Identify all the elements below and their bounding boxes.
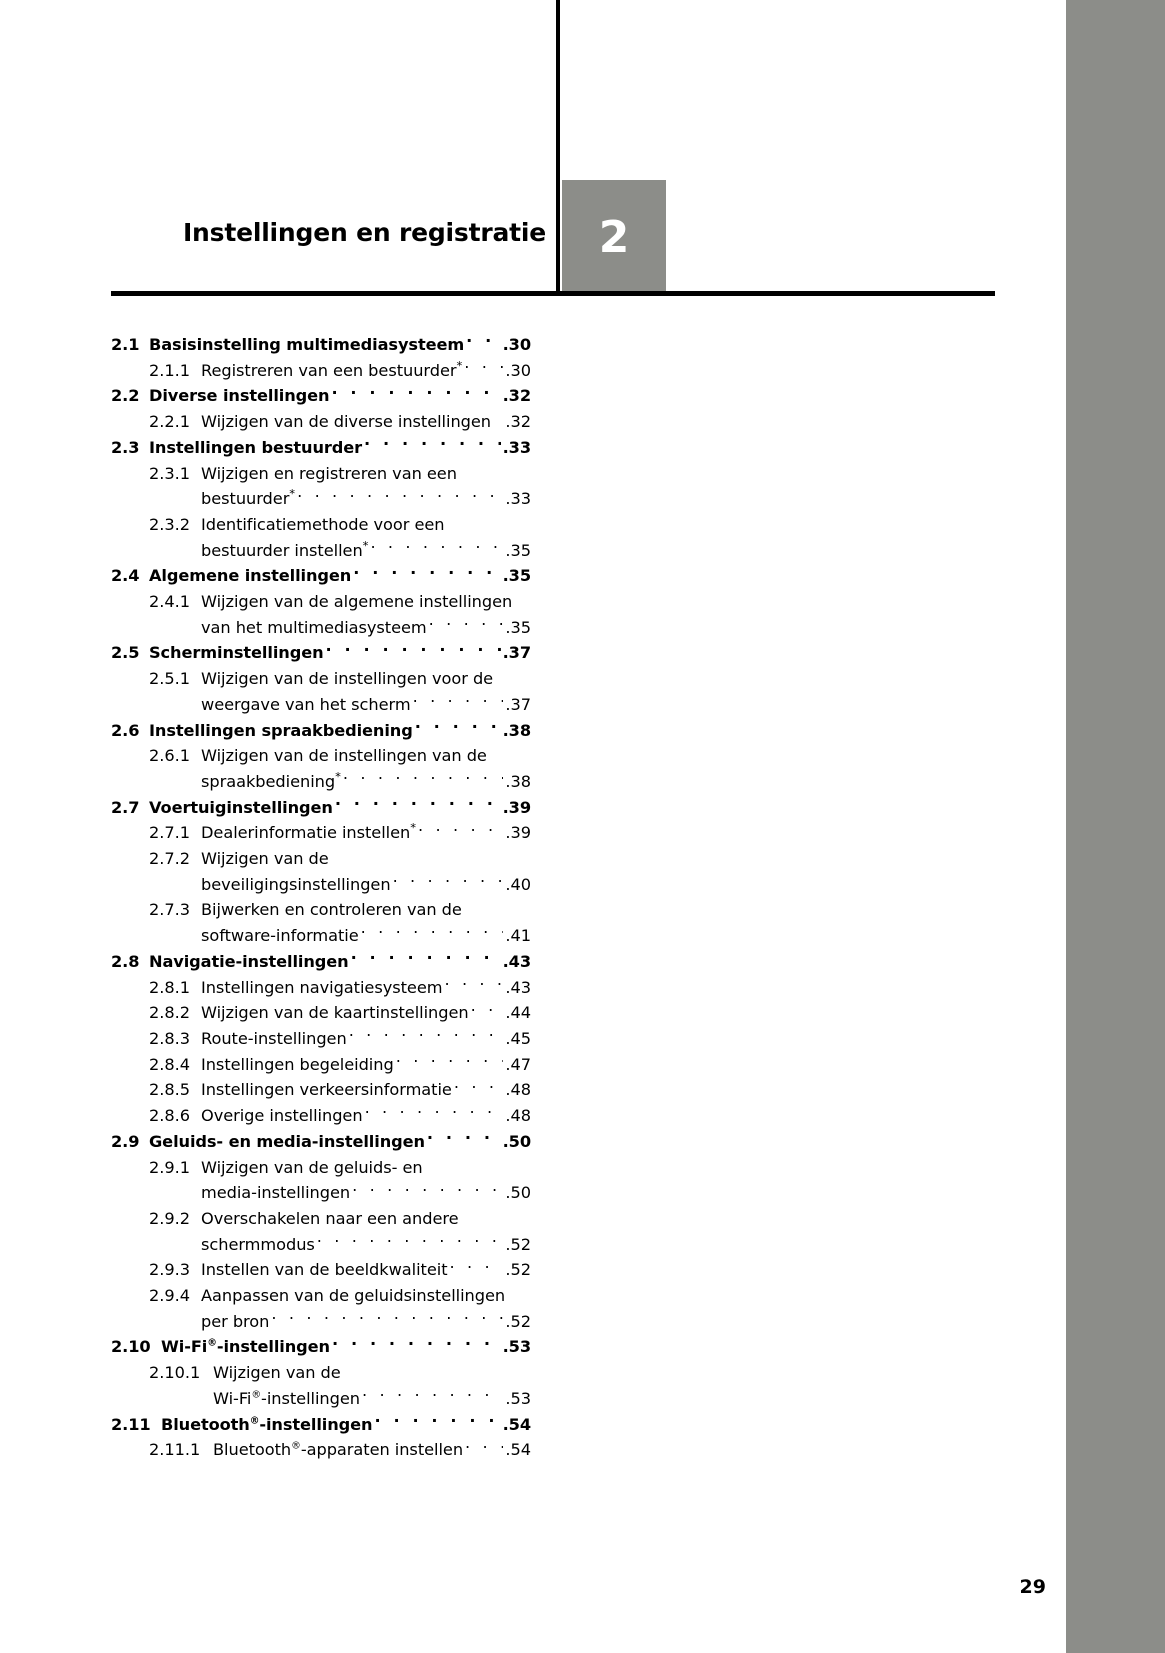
toc-leader-dots <box>370 539 503 555</box>
toc-leader-dots <box>459 462 529 478</box>
toc-leader-dots <box>396 1054 504 1070</box>
toc-entry[interactable] <box>111 1412 531 1438</box>
toc-entry[interactable] <box>111 1386 531 1412</box>
toc-entry-label: Overschakelen naar een andere <box>201 1208 459 1228</box>
toc-entry-label: Registreren van een bestuurder* <box>201 358 463 380</box>
toc-entry[interactable] <box>111 743 531 769</box>
toc-leader-dots <box>331 385 500 401</box>
toc-leader-dots <box>464 360 503 376</box>
toc-entry-number: 2.9.2 <box>149 1208 190 1228</box>
toc-leader-dots <box>427 1131 501 1147</box>
toc-entry[interactable] <box>111 1206 531 1232</box>
toc-entry-page: .37 <box>502 643 531 663</box>
toc-entry-label: Wijzigen en registreren van een <box>201 463 457 483</box>
toc-entry-label: Wi-Fi®-instellingen <box>213 1388 360 1408</box>
toc-entry-label: Instellingen navigatiesysteem <box>201 977 443 997</box>
toc-entry-label: Bijwerken en controleren van de <box>201 900 462 920</box>
toc-entry-number: 2.8.5 <box>149 1080 190 1100</box>
toc-entry-number: 2.9 <box>111 1131 140 1151</box>
toc-entry-number: 2.6 <box>111 720 140 740</box>
toc-entry-page: .48 <box>505 1080 531 1100</box>
toc-entry[interactable] <box>111 1180 531 1206</box>
toc-entry-label: Wijzigen van de diverse instellingen <box>201 412 492 432</box>
toc-entry[interactable] <box>111 538 531 564</box>
toc-entry-label: Overige instellingen <box>201 1106 363 1126</box>
toc-entry-number: 2.8.3 <box>149 1028 190 1048</box>
toc-entry[interactable] <box>111 512 531 538</box>
toc-leader-dots <box>364 437 501 453</box>
toc-entry[interactable] <box>111 923 531 949</box>
toc-leader-dots <box>465 1439 503 1455</box>
toc-entry[interactable] <box>111 640 531 666</box>
toc-entry[interactable] <box>111 1052 531 1078</box>
toc-entry-label: bestuurder instellen* <box>201 538 369 560</box>
toc-entry[interactable] <box>111 1334 531 1360</box>
toc-entry-page: .35 <box>505 540 531 560</box>
toc-entry-label: Dealerinformatie instellen* <box>201 820 417 843</box>
toc-leader-dots <box>446 514 529 530</box>
toc-entry-label: Wi-Fi®-instellingen <box>161 1337 330 1357</box>
toc-entry-number: 2.8.6 <box>149 1106 190 1126</box>
toc-entry[interactable] <box>111 1155 531 1181</box>
chapter-number: 2 <box>598 211 630 263</box>
toc-entry[interactable] <box>111 589 531 615</box>
toc-entry[interactable] <box>111 1129 531 1155</box>
toc-entry-label: weergave van het scherm <box>201 694 411 714</box>
toc-leader-dots <box>326 642 501 658</box>
toc-entry[interactable] <box>111 1026 531 1052</box>
toc-entry-label: Instellen van de beeldkwaliteit <box>201 1260 448 1280</box>
toc-entry-page: .39 <box>505 823 531 843</box>
toc-entry-label: bestuurder* <box>201 486 296 509</box>
toc-leader-dots <box>335 796 501 812</box>
toc-entry-label: Wijzigen van de instellingen van de <box>201 746 487 766</box>
toc-leader-dots <box>415 719 501 735</box>
toc-entry-number: 2.11.1 <box>149 1440 201 1460</box>
toc-entry-number: 2.8.1 <box>149 977 190 997</box>
toc-entry[interactable] <box>111 435 531 461</box>
toc-entry-number: 2.11 <box>111 1414 151 1434</box>
toc-entry-number: 2.9.3 <box>149 1260 190 1280</box>
toc-entry-label: Instellingen bestuurder <box>149 437 363 457</box>
toc-entry-page: .38 <box>505 771 531 791</box>
toc-leader-dots <box>297 488 503 504</box>
toc-entry[interactable] <box>111 769 531 795</box>
toc-entry-label: Wijzigen van de instellingen voor de <box>201 669 494 689</box>
toc-entry[interactable] <box>111 692 531 718</box>
toc-entry-number: 2.2.1 <box>149 412 190 432</box>
toc-entry-page: .41 <box>505 926 531 946</box>
toc-leader-dots <box>507 1285 529 1301</box>
toc-entry-page: .52 <box>505 1311 531 1331</box>
toc-entry[interactable] <box>111 1103 531 1129</box>
edge-thumb-tab <box>1066 0 1165 1653</box>
toc-entry[interactable] <box>111 332 531 358</box>
toc-entry-page: .32 <box>502 386 531 406</box>
toc-entry-number: 2.5 <box>111 643 140 663</box>
toc-entry[interactable] <box>111 820 531 846</box>
toc-entry[interactable] <box>111 1437 531 1463</box>
toc-entry-label: Scherminstellingen <box>149 643 324 663</box>
toc-leader-dots <box>450 1259 504 1275</box>
toc-entry-page: .50 <box>505 1183 531 1203</box>
toc-entry-number: 2.9.1 <box>149 1157 190 1177</box>
toc-entry-page: .53 <box>505 1388 531 1408</box>
toc-entry-label: Identificatiemethode voor een <box>201 514 445 534</box>
toc-leader-dots <box>454 1079 504 1095</box>
toc-entry-label: Instellingen verkeersinformatie <box>201 1080 452 1100</box>
toc-leader-dots <box>466 334 500 350</box>
header-vertical-rule <box>556 0 560 295</box>
toc-entry-label: media-instellingen <box>201 1183 351 1203</box>
toc-leader-dots <box>393 874 504 890</box>
toc-entry-label: software-informatie <box>201 926 359 946</box>
toc-leader-dots <box>331 848 529 864</box>
toc-leader-dots <box>514 591 529 607</box>
toc-entry-number: 2.8 <box>111 951 140 971</box>
toc-entry[interactable] <box>111 486 531 512</box>
toc-entry-label: Diverse instellingen <box>149 386 330 406</box>
toc-entry-label: Wijzigen van de geluids- en <box>201 1157 423 1177</box>
toc-leader-dots <box>493 411 503 427</box>
footnote-asterisk: * <box>362 538 369 553</box>
toc-entry-page: .33 <box>505 489 531 509</box>
chapter-title: Instellingen en registratie <box>182 218 546 247</box>
toc-entry[interactable] <box>111 358 531 384</box>
toc-leader-dots <box>271 1311 503 1327</box>
toc-entry-number: 2.3.1 <box>149 463 190 483</box>
toc-entry-label: schermmodus <box>201 1234 315 1254</box>
toc-entry-page: .35 <box>505 617 531 637</box>
toc-entry-number: 2.3 <box>111 437 140 457</box>
page-folio: 29 <box>1019 1576 1046 1598</box>
chapter-number-badge <box>562 180 666 295</box>
footnote-asterisk: * <box>335 769 341 784</box>
toc-leader-dots <box>489 745 529 761</box>
toc-leader-dots <box>464 899 529 915</box>
toc-entry-number: 2.1.1 <box>149 360 190 380</box>
toc-leader-dots <box>332 1336 501 1352</box>
toc-entry-page: .40 <box>505 874 531 894</box>
toc-entry-page: .47 <box>505 1054 531 1074</box>
footnote-asterisk: * <box>289 486 296 501</box>
registered-trademark-icon: ® <box>291 1440 301 1452</box>
toc-entry[interactable] <box>111 1360 531 1386</box>
toc-entry-number: 2.4 <box>111 566 140 586</box>
toc-leader-dots <box>495 668 529 684</box>
toc-leader-dots <box>353 565 500 581</box>
toc-entry-label: Wijzigen van de <box>213 1363 341 1383</box>
table-of-contents <box>111 332 531 1463</box>
toc-entry[interactable] <box>111 872 531 898</box>
toc-entry-label: Wijzigen van de algemene instellingen <box>201 592 513 612</box>
toc-entry-number: 2.1 <box>111 335 140 354</box>
toc-entry[interactable] <box>111 1232 531 1258</box>
toc-entry[interactable] <box>111 409 531 435</box>
toc-entry-page: .45 <box>505 1028 531 1048</box>
toc-entry-label: Voertuiginstellingen <box>149 797 333 817</box>
footnote-asterisk: * <box>410 820 417 835</box>
toc-entry[interactable] <box>111 846 531 872</box>
toc-leader-dots <box>429 617 504 633</box>
toc-entry-label: per bron <box>201 1311 270 1331</box>
toc-entry-page: .43 <box>502 951 531 971</box>
toc-leader-dots <box>374 1413 500 1429</box>
toc-entry-page: .37 <box>505 694 531 714</box>
toc-entry[interactable] <box>111 718 531 744</box>
toc-entry-page: .32 <box>505 412 531 432</box>
toc-leader-dots <box>461 1208 529 1224</box>
toc-entry-page: .30 <box>505 360 531 380</box>
toc-entry-number: 2.9.4 <box>149 1286 190 1306</box>
toc-entry-label: Wijzigen van de <box>201 849 329 869</box>
toc-entry[interactable] <box>111 897 531 923</box>
toc-leader-dots <box>351 951 501 967</box>
toc-leader-dots <box>361 925 504 941</box>
registered-trademark-icon: ® <box>207 1338 217 1350</box>
toc-entry-label: Wijzigen van de kaartinstellingen <box>201 1003 469 1023</box>
toc-leader-dots <box>444 976 503 992</box>
toc-entry-number: 2.7 <box>111 797 140 817</box>
toc-entry-label: Aanpassen van de geluidsinstellingen <box>201 1286 506 1306</box>
toc-entry-number: 2.8.2 <box>149 1003 190 1023</box>
toc-entry[interactable] <box>111 1257 531 1283</box>
toc-leader-dots <box>413 694 504 710</box>
toc-entry-page: .38 <box>502 720 531 740</box>
toc-leader-dots <box>343 1362 529 1378</box>
toc-entry-label: Basisinstelling multimediasysteem <box>149 335 465 354</box>
header-horizontal-rule <box>111 291 995 296</box>
toc-entry-label: Bluetooth®-instellingen <box>161 1414 373 1434</box>
toc-entry-page: .33 <box>502 437 531 457</box>
toc-entry-label: van het multimediasysteem <box>201 617 427 637</box>
toc-entry-number: 2.6.1 <box>149 746 190 766</box>
registered-trademark-icon: ® <box>249 1415 260 1427</box>
toc-entry[interactable] <box>111 383 531 409</box>
toc-entry[interactable] <box>111 666 531 692</box>
toc-entry-label: Geluids- en media-instellingen <box>149 1131 425 1151</box>
toc-leader-dots <box>471 1002 504 1018</box>
toc-entry[interactable] <box>111 1077 531 1103</box>
registered-trademark-icon: ® <box>251 1389 262 1401</box>
toc-entry[interactable] <box>111 1283 531 1309</box>
toc-entry-page: .30 <box>502 335 531 354</box>
toc-entry[interactable] <box>111 1309 531 1335</box>
toc-entry[interactable] <box>111 949 531 975</box>
toc-entry-label: Route-instellingen <box>201 1028 347 1048</box>
toc-entry-number: 2.2 <box>111 386 140 406</box>
toc-entry-page: .52 <box>505 1234 531 1254</box>
toc-leader-dots <box>349 1028 504 1044</box>
toc-entry-number: 2.3.2 <box>149 514 190 534</box>
toc-leader-dots <box>352 1182 503 1198</box>
toc-entry-label: beveiligingsinstellingen <box>201 874 391 894</box>
toc-leader-dots <box>317 1233 504 1249</box>
toc-entry[interactable] <box>111 461 531 487</box>
toc-entry-page: .39 <box>502 797 531 817</box>
toc-entry[interactable] <box>111 1000 531 1026</box>
toc-entry-label: Bluetooth®-apparaten instellen <box>213 1440 464 1460</box>
toc-entry-number: 2.10.1 <box>149 1363 201 1383</box>
toc-entry-number: 2.5.1 <box>149 669 190 689</box>
toc-leader-dots <box>418 822 503 838</box>
toc-entry-number: 2.7.1 <box>149 823 190 843</box>
footnote-asterisk: * <box>456 358 463 373</box>
toc-entry-page: .48 <box>505 1106 531 1126</box>
toc-entry-number: 2.4.1 <box>149 592 190 612</box>
toc-entry[interactable] <box>111 563 531 589</box>
toc-entry-label: Instellingen spraakbediening <box>149 720 413 740</box>
toc-entry-page: .54 <box>505 1440 531 1460</box>
toc-leader-dots <box>362 1388 503 1404</box>
toc-entry-page: .53 <box>502 1337 531 1357</box>
toc-entry-number: 2.7.2 <box>149 849 190 869</box>
toc-entry-page: .44 <box>505 1003 531 1023</box>
toc-entry-label: Instellingen begeleiding <box>201 1054 394 1074</box>
toc-entry-number: 2.7.3 <box>149 900 190 920</box>
toc-entry-number: 2.10 <box>111 1337 151 1357</box>
toc-entry[interactable] <box>111 975 531 1001</box>
toc-entry-page: .50 <box>502 1131 531 1151</box>
toc-entry-label: Algemene instellingen <box>149 566 352 586</box>
toc-entry-page: .54 <box>502 1414 531 1434</box>
toc-entry-label: Navigatie-instellingen <box>149 951 349 971</box>
toc-entry-page: .52 <box>505 1260 531 1280</box>
toc-leader-dots <box>425 1156 529 1172</box>
toc-leader-dots <box>365 1105 504 1121</box>
toc-entry[interactable] <box>111 795 531 821</box>
toc-entry-page: .43 <box>505 977 531 997</box>
toc-entry-label: spraakbediening* <box>201 769 341 791</box>
toc-entry-page: .35 <box>502 566 531 586</box>
toc-leader-dots <box>343 771 504 787</box>
toc-entry-number: 2.8.4 <box>149 1054 190 1074</box>
toc-entry[interactable] <box>111 615 531 641</box>
